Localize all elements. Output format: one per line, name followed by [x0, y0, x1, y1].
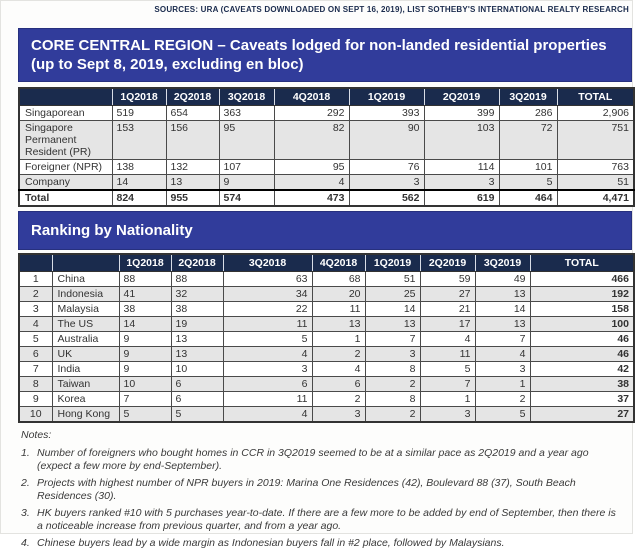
- note-number: 3.: [21, 507, 30, 519]
- cell: 76: [349, 159, 424, 174]
- row-label: Company: [19, 174, 112, 190]
- cell: 13: [171, 346, 223, 361]
- cell: 11: [420, 346, 475, 361]
- cell: 399: [424, 105, 499, 120]
- column-header-3q2019: 3Q2019: [475, 254, 530, 271]
- cell: 6: [171, 376, 223, 391]
- cell: 7: [475, 331, 530, 346]
- cell: 63: [223, 271, 312, 286]
- cell: 13: [475, 316, 530, 331]
- table-row: [19, 316, 634, 331]
- column-header-3q2019: 3Q2019: [499, 88, 557, 105]
- nationality-cell: Hong Kong: [52, 406, 119, 422]
- column-header-1q2018: 1Q2018: [119, 254, 171, 271]
- table-row: [19, 301, 634, 316]
- table-row: [19, 174, 634, 190]
- cell: 4: [475, 346, 530, 361]
- cell: 10: [171, 361, 223, 376]
- note-number: 4.: [21, 537, 30, 549]
- cell: 286: [499, 105, 557, 120]
- cell: 27: [420, 286, 475, 301]
- cell: 14: [475, 301, 530, 316]
- nationality-cell: Indonesia: [52, 286, 119, 301]
- cell: 13: [312, 316, 365, 331]
- cell: 103: [424, 120, 499, 159]
- cell: 751: [557, 120, 634, 159]
- cell: 11: [312, 301, 365, 316]
- cell: 363: [219, 105, 274, 120]
- total-cell: 37: [530, 391, 634, 406]
- table-row: [19, 331, 634, 346]
- cell: 13: [171, 331, 223, 346]
- cell: 3: [475, 361, 530, 376]
- column-header-blank: [19, 88, 112, 105]
- rank-cell: 4: [19, 316, 52, 331]
- nationality-cell: Taiwan: [52, 376, 119, 391]
- cell: 2: [365, 406, 420, 422]
- nationality-cell: Korea: [52, 391, 119, 406]
- note-item: [21, 477, 621, 502]
- total-cell: 158: [530, 301, 634, 316]
- cell: 114: [424, 159, 499, 174]
- cell: 5: [223, 331, 312, 346]
- row-label: Singapore Permanent Resident (PR): [19, 120, 112, 159]
- cell: 34: [223, 286, 312, 301]
- cell: 41: [119, 286, 171, 301]
- column-header-2q2019: 2Q2019: [424, 88, 499, 105]
- cell: 107: [219, 159, 274, 174]
- cell: 5: [420, 361, 475, 376]
- cell: 4: [223, 406, 312, 422]
- cell: 6: [312, 376, 365, 391]
- cell: 132: [166, 159, 219, 174]
- cell: 138: [112, 159, 166, 174]
- rank-cell: 3: [19, 301, 52, 316]
- cell: 1: [420, 391, 475, 406]
- caveats-table: [18, 87, 635, 207]
- row-label: Singaporean: [19, 105, 112, 120]
- cell: 5: [171, 406, 223, 422]
- table-row: [19, 105, 634, 120]
- cell: 4: [312, 361, 365, 376]
- column-header-4q2018: 4Q2018: [274, 88, 349, 105]
- column-header-1q2018: 1Q2018: [112, 88, 166, 105]
- column-header-total: TOTAL: [557, 88, 634, 105]
- table-row: [19, 271, 634, 286]
- total-cell: 562: [349, 190, 424, 206]
- cell: 2: [312, 346, 365, 361]
- column-header-2q2018: 2Q2018: [171, 254, 223, 271]
- cell: 13: [365, 316, 420, 331]
- column-header-2q2018: 2Q2018: [166, 88, 219, 105]
- nationality-cell: UK: [52, 346, 119, 361]
- cell: 7: [119, 391, 171, 406]
- ranking-title: Ranking by Nationality: [31, 222, 193, 239]
- cell: 9: [219, 174, 274, 190]
- total-cell: 46: [530, 331, 634, 346]
- column-header-4q2018: 4Q2018: [312, 254, 365, 271]
- table-row: [19, 406, 634, 422]
- caveats-title-line1: CORE CENTRAL REGION – Caveats lodged for non-landed residential properties: [31, 37, 607, 54]
- cell: 101: [499, 159, 557, 174]
- nationality-cell: Malaysia: [52, 301, 119, 316]
- total-cell: 42: [530, 361, 634, 376]
- cell: 14: [365, 301, 420, 316]
- cell: 21: [420, 301, 475, 316]
- table-row: [19, 286, 634, 301]
- cell: 59: [420, 271, 475, 286]
- cell: 7: [420, 376, 475, 391]
- note-text: Number of foreigners who bought homes in CCR in 3Q2019 seemed to be at a similar pace as 2Q2019 and a year ago (expect a few more by end-September).: [37, 447, 589, 472]
- column-header-nationality: [52, 254, 119, 271]
- note-number: 1.: [21, 447, 30, 459]
- total-cell: 27: [530, 406, 634, 422]
- nationality-cell: Australia: [52, 331, 119, 346]
- total-cell: 466: [530, 271, 634, 286]
- caveats-section-banner: [18, 28, 632, 82]
- cell: 88: [171, 271, 223, 286]
- notes-heading: Notes:: [21, 429, 52, 441]
- rank-cell: 8: [19, 376, 52, 391]
- cell: 51: [365, 271, 420, 286]
- cell: 20: [312, 286, 365, 301]
- cell: 6: [223, 376, 312, 391]
- table-row: [19, 376, 634, 391]
- cell: 22: [223, 301, 312, 316]
- cell: 292: [274, 105, 349, 120]
- column-header-total: TOTAL: [530, 254, 634, 271]
- rank-cell: 9: [19, 391, 52, 406]
- column-header-3q2018: 3Q2018: [219, 88, 274, 105]
- total-cell: 473: [274, 190, 349, 206]
- total-cell: 464: [499, 190, 557, 206]
- cell: 11: [223, 391, 312, 406]
- cell: 156: [166, 120, 219, 159]
- cell: 9: [119, 331, 171, 346]
- nationality-cell: India: [52, 361, 119, 376]
- cell: 3: [420, 406, 475, 422]
- rank-cell: 7: [19, 361, 52, 376]
- cell: 7: [365, 331, 420, 346]
- column-header-1q2019: 1Q2019: [349, 88, 424, 105]
- total-cell: 192: [530, 286, 634, 301]
- total-cell: 619: [424, 190, 499, 206]
- cell: 3: [424, 174, 499, 190]
- caveats-table-body: [19, 105, 634, 190]
- column-header-3q2018: 3Q2018: [223, 254, 312, 271]
- total-cell: 824: [112, 190, 166, 206]
- cell: 519: [112, 105, 166, 120]
- cell: 2: [475, 391, 530, 406]
- total-cell: 955: [166, 190, 219, 206]
- cell: 654: [166, 105, 219, 120]
- cell: 6: [171, 391, 223, 406]
- total-cell: 574: [219, 190, 274, 206]
- cell: 8: [365, 361, 420, 376]
- cell: 95: [274, 159, 349, 174]
- cell: 2: [312, 391, 365, 406]
- table-row: [19, 391, 634, 406]
- caveats-total-row: [19, 190, 634, 206]
- cell: 38: [171, 301, 223, 316]
- rank-cell: 6: [19, 346, 52, 361]
- cell: 3: [223, 361, 312, 376]
- column-header-rank: [19, 254, 52, 271]
- note-item: [21, 537, 621, 550]
- total-cell: 100: [530, 316, 634, 331]
- column-header-1q2019: 1Q2019: [365, 254, 420, 271]
- table-row: [19, 346, 634, 361]
- cell: 38: [119, 301, 171, 316]
- cell: 9: [119, 346, 171, 361]
- total-cell: 38: [530, 376, 634, 391]
- note-text: Projects with highest number of NPR buyers in 2019: Marina One Residences (42), Boulevard 88 (37), South Beach Residences (30).: [37, 477, 576, 502]
- cell: 5: [119, 406, 171, 422]
- cell: 19: [171, 316, 223, 331]
- cell: 2: [365, 376, 420, 391]
- table-row: [19, 159, 634, 174]
- rank-cell: 2: [19, 286, 52, 301]
- cell: 153: [112, 120, 166, 159]
- cell: 25: [365, 286, 420, 301]
- note-item: [21, 507, 621, 532]
- cell: 4: [420, 331, 475, 346]
- rank-cell: 5: [19, 331, 52, 346]
- row-label: Foreigner (NPR): [19, 159, 112, 174]
- cell: 4: [223, 346, 312, 361]
- table-row: [19, 361, 634, 376]
- cell: 3: [312, 406, 365, 422]
- cell: 13: [475, 286, 530, 301]
- column-header-2q2019: 2Q2019: [420, 254, 475, 271]
- total-row-label: Total: [19, 190, 112, 206]
- cell: 10: [119, 376, 171, 391]
- cell: 9: [119, 361, 171, 376]
- cell: 95: [219, 120, 274, 159]
- cell: 2,906: [557, 105, 634, 120]
- cell: 72: [499, 120, 557, 159]
- cell: 1: [312, 331, 365, 346]
- cell: 14: [112, 174, 166, 190]
- note-item: [21, 447, 621, 472]
- cell: 17: [420, 316, 475, 331]
- cell: 3: [349, 174, 424, 190]
- cell: 14: [119, 316, 171, 331]
- cell: 4: [274, 174, 349, 190]
- rank-cell: 1: [19, 271, 52, 286]
- cell: 11: [223, 316, 312, 331]
- cell: 393: [349, 105, 424, 120]
- cell: 88: [119, 271, 171, 286]
- ranking-table-body: [19, 271, 634, 422]
- nationality-cell: China: [52, 271, 119, 286]
- total-cell: 46: [530, 346, 634, 361]
- cell: 5: [475, 406, 530, 422]
- cell: 13: [166, 174, 219, 190]
- notes-section: [21, 429, 621, 550]
- cell: 8: [365, 391, 420, 406]
- caveats-table-header: [19, 88, 634, 105]
- cell: 5: [499, 174, 557, 190]
- cell: 3: [365, 346, 420, 361]
- nationality-cell: The US: [52, 316, 119, 331]
- cell: 1: [475, 376, 530, 391]
- note-text: HK buyers ranked #10 with 5 purchases year-to-date. If there are a few more to be added by end of September, then there is a noticeable increase from previous quarter, and from a year ago.: [37, 507, 616, 532]
- cell: 82: [274, 120, 349, 159]
- cell: 763: [557, 159, 634, 174]
- cell: 90: [349, 120, 424, 159]
- ranking-table: [18, 253, 635, 423]
- note-text: Chinese buyers lead by a wide margin as Indonesian buyers fall in #2 place, followed by Malaysians.: [37, 537, 505, 549]
- cell: 49: [475, 271, 530, 286]
- caveats-title-line2: (up to Sept 8, 2019, excluding en bloc): [31, 56, 304, 73]
- rank-cell: 10: [19, 406, 52, 422]
- ranking-section-banner: [18, 211, 632, 250]
- notes-list: [21, 447, 621, 550]
- cell: 51: [557, 174, 634, 190]
- cell: 68: [312, 271, 365, 286]
- note-number: 2.: [21, 477, 30, 489]
- total-cell: 4,471: [557, 190, 634, 206]
- sources-line: SOURCES: URA (CAVEATS DOWNLOADED ON SEPT 16, 2019), LIST SOTHEBY'S INTERNATIONAL REALTY RESEARCH: [154, 5, 629, 14]
- cell: 32: [171, 286, 223, 301]
- ranking-table-header: [19, 254, 634, 271]
- table-row: [19, 120, 634, 159]
